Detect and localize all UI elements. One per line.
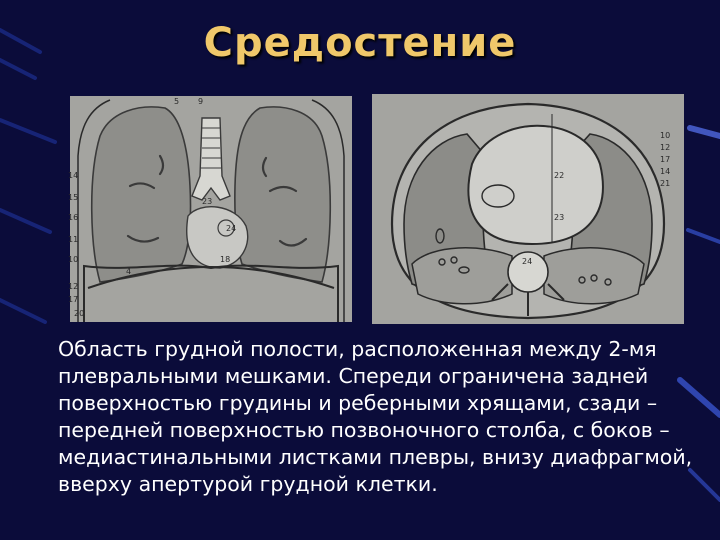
figure-label: 10	[660, 131, 671, 140]
figure-label: 24	[226, 224, 237, 233]
figure-label: 9	[198, 97, 204, 106]
left-streaks	[0, 30, 55, 322]
frontal-section-drawing	[70, 96, 352, 322]
figure-label: 14	[68, 171, 79, 180]
figure-label: 16	[68, 213, 79, 222]
figure-label: 21	[660, 179, 671, 188]
figure-label: 23	[202, 197, 213, 206]
frontal-section-figure	[70, 96, 352, 322]
figure-label: 20	[74, 309, 85, 318]
figure-label: 17	[68, 295, 79, 304]
figure-label: 5	[174, 97, 180, 106]
figure-label: 4	[126, 267, 132, 276]
figure-label: 23	[554, 213, 565, 222]
figure-label: 18	[220, 255, 231, 264]
figure-label: 12	[68, 282, 79, 291]
figure-label: 11	[68, 235, 79, 244]
figure-label: 14	[660, 167, 671, 176]
transverse-section-drawing	[372, 94, 684, 324]
transverse-section-figure	[372, 94, 684, 324]
figure-label: 22	[554, 171, 565, 180]
figure-label: 17	[660, 155, 671, 164]
figure-label: 10	[68, 255, 79, 264]
slide-description: Область грудной полости, расположенная между 2-мя плевральными мешками. Спереди ограничена задней поверхностью грудины и реберными хрящами, сзади – передней поверхностью позвоночного столба, с боков – медиастинальными листками плевры, внизу диафрагмой, вверху апертурой грудной клетки.	[58, 337, 693, 496]
figure-label: 12	[660, 143, 671, 152]
slide-title: Средостение	[203, 20, 517, 66]
figure-label: 24	[522, 257, 533, 266]
figure-label: 15	[68, 193, 79, 202]
